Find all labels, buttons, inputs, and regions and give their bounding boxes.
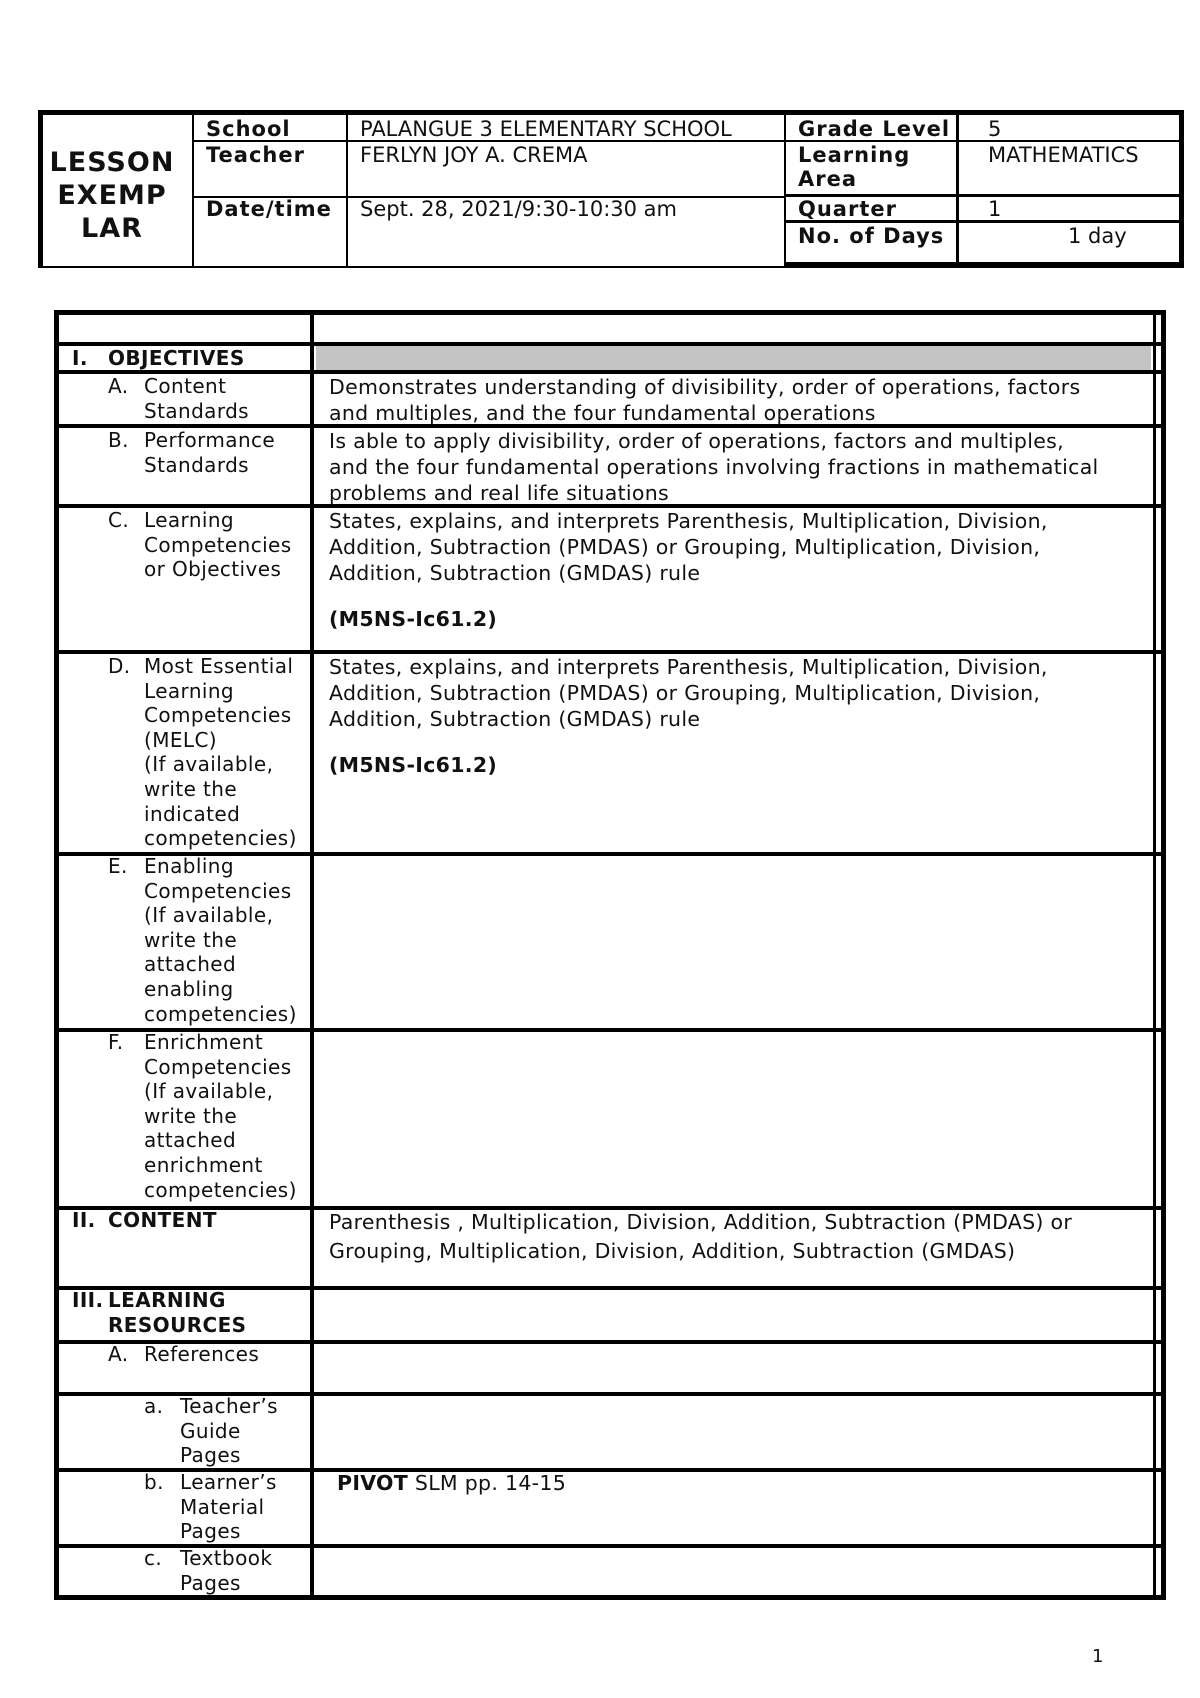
teacher-value: FERLYN JOY A. CREMA (360, 143, 588, 167)
learners-material-label: b. Learner’s Material Pages (144, 1470, 277, 1544)
competency-code: (M5NS-Ic61.2) (329, 607, 498, 631)
objectives-heading: I. OBJECTIVES (72, 346, 245, 370)
datetime-label: Date/time (206, 197, 332, 221)
learners-material-value: PIVOT SLM pp. 14-15 (337, 1471, 567, 1495)
performance-standards-value: Is able to apply divisibility, order of operations, factors and multiples, and the four fundamental operations involving fractions in mathematical problems and real life situations (329, 429, 1099, 505)
lesson-plan-table (54, 310, 1166, 1600)
references-label: A. References (108, 1342, 260, 1366)
performance-standards-label: B. Performance Standards (108, 428, 276, 477)
teachers-guide-label: a. Teacher’s Guide Pages (144, 1394, 278, 1468)
content-standards-label: A. Content Standards (108, 374, 250, 423)
days-value: 1 day (1068, 224, 1127, 248)
datetime-value: Sept. 28, 2021/9:30-10:30 am (360, 197, 678, 221)
learning-area-label-line2: Area (798, 167, 858, 191)
days-label: No. of Days (798, 224, 945, 248)
learning-competencies-value: States, explains, and interprets Parenthesis, Multiplication, Division, Addition, Subtraction (PMDAS) or Grouping, Multiplication, Division, Addition, Subtraction (GMDAS) rule (M5NS-Ic61.2) (329, 508, 1149, 632)
learning-competencies-label: C. Learning Competencies or Objectives (108, 508, 292, 582)
school-value: PALANGUE 3 ELEMENTARY SCHOOL (360, 117, 732, 141)
textbook-pages-label: c. Textbook Pages (144, 1546, 273, 1595)
enrichment-competencies-label: F. Enrichment Competencies (If available, write the attached enrichment competencies) (108, 1030, 297, 1202)
melc-label: D. Most Essential Learning Competencies (MELC) (If available, write the indicated competencies) (108, 654, 297, 851)
learning-area-label (798, 143, 910, 191)
grade-level-value: 5 (988, 117, 1002, 141)
melc-code: (M5NS-Ic61.2) (329, 753, 498, 777)
page-number: 1 (1092, 1646, 1104, 1667)
content-heading: II. CONTENT (72, 1208, 217, 1232)
school-label: School (206, 117, 291, 141)
learning-area-value: MATHEMATICS (988, 143, 1139, 167)
learning-area-label-line1: Learning (798, 143, 911, 167)
quarter-label: Quarter (798, 197, 897, 221)
content-standards-value: Demonstrates understanding of divisibility, order of operations, factors and multiples, and the four fundamental operations (329, 375, 1081, 425)
enabling-competencies-label: E. Enabling Competencies (If available, write the attached enabling competencies) (108, 854, 297, 1026)
melc-value: States, explains, and interprets Parenthesis, Multiplication, Division, Addition, Subtraction (PMDAS) or Grouping, Multiplication, Division, Addition, Subtraction (GMDAS) rule (M5NS-Ic61.2) (329, 654, 1149, 778)
content-value: Parenthesis , Multiplication, Division, Addition, Subtraction (PMDAS) or Grouping, Multiplication, Division, Addition, Subtraction (GMDAS) (329, 1210, 1073, 1263)
grade-level-label: Grade Level (798, 117, 951, 141)
quarter-value: 1 (988, 197, 1002, 221)
learning-resources-heading: III. LEARNING RESOURCES (72, 1288, 247, 1337)
lesson-exemplar-title: LESSON EXEMP LAR (49, 147, 175, 244)
header-table (38, 110, 1184, 272)
teacher-label: Teacher (206, 143, 305, 167)
objectives-shaded-cell (316, 346, 1151, 370)
